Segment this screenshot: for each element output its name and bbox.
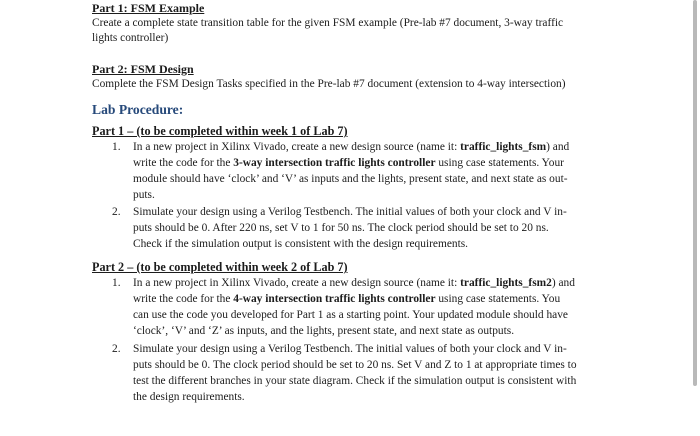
part2-step2-line1: Simulate your design using a Verilog Testbench. The initial values of both your clock and V in-: [133, 343, 567, 355]
part1-step1-line4: puts.: [133, 189, 155, 201]
part1-step2-line3: Check if the simulation output is consistent with the design requirements.: [133, 238, 469, 250]
lab-procedure-heading: Lab Procedure:: [92, 102, 184, 117]
part2-step1-number: 1.: [112, 277, 121, 289]
part1-example-text-line2: lights controller): [92, 32, 169, 44]
vertical-scrollbar[interactable]: [693, 0, 697, 386]
part2-step2-line4: the design requirements.: [133, 391, 245, 403]
part1-step1-number: 1.: [112, 141, 121, 153]
part2-step1-line2: write the code for the 4-way intersection traffic lights controller using case statements. You: [133, 293, 561, 305]
part2-step2-number: 2.: [112, 343, 121, 355]
part2-step2-line3: test the different branches in your state diagram. Check if the simulation output is consistent with: [133, 375, 577, 387]
part1-step1-line2: write the code for the 3-way intersection traffic lights controller using case statements. Your: [133, 157, 564, 169]
part1-example-title: Part 1: FSM Example: [92, 1, 205, 15]
part2-procedure-title: Part 2 – (to be completed within week 2 of Lab 7): [92, 260, 348, 274]
part2-step2-line2: puts should be 0. The clock period should be set to 20 ns. Set V and Z to 1 at appropriate times to: [133, 359, 577, 371]
part2-design-title: Part 2: FSM Design: [92, 62, 194, 76]
part1-step1-line3: module should have ‘clock’ and ‘V’ as inputs and the lights, present state, and next state as out-: [133, 173, 568, 185]
part1-example-text-line1: Create a complete state transition table for the given FSM example (Pre-lab #7 document, 3-way traffic: [92, 17, 564, 29]
part1-step2-line1: Simulate your design using a Verilog Testbench. The initial values of both your clock and V in-: [133, 206, 567, 218]
part2-step1-line1: In a new project in Xilinx Vivado, create a new design source (name it: traffic_lights_fsm2) and: [133, 277, 575, 289]
part2-step1-line4: ‘clock’, ‘V’ and ‘Z’ as inputs, and the lights, present state, and next state as outputs.: [133, 325, 515, 337]
part1-step2-line2: puts should be 0. After 220 ns, set V to 1 for 50 ns. The clock period should be set to 20 ns.: [133, 222, 549, 234]
part2-step1-line3: can use the code you developed for Part 1 as a starting point. Your updated module should have: [133, 309, 568, 321]
part1-step1-line1: In a new project in Xilinx Vivado, create a new design source (name it: traffic_lights_fsm) and: [133, 141, 570, 153]
part2-design-text-line1: Complete the FSM Design Tasks specified in the Pre-lab #7 document (extension to 4-way intersection): [92, 78, 566, 90]
part1-step2-number: 2.: [112, 206, 121, 218]
part1-procedure-title: Part 1 – (to be completed within week 1 of Lab 7): [92, 124, 348, 138]
